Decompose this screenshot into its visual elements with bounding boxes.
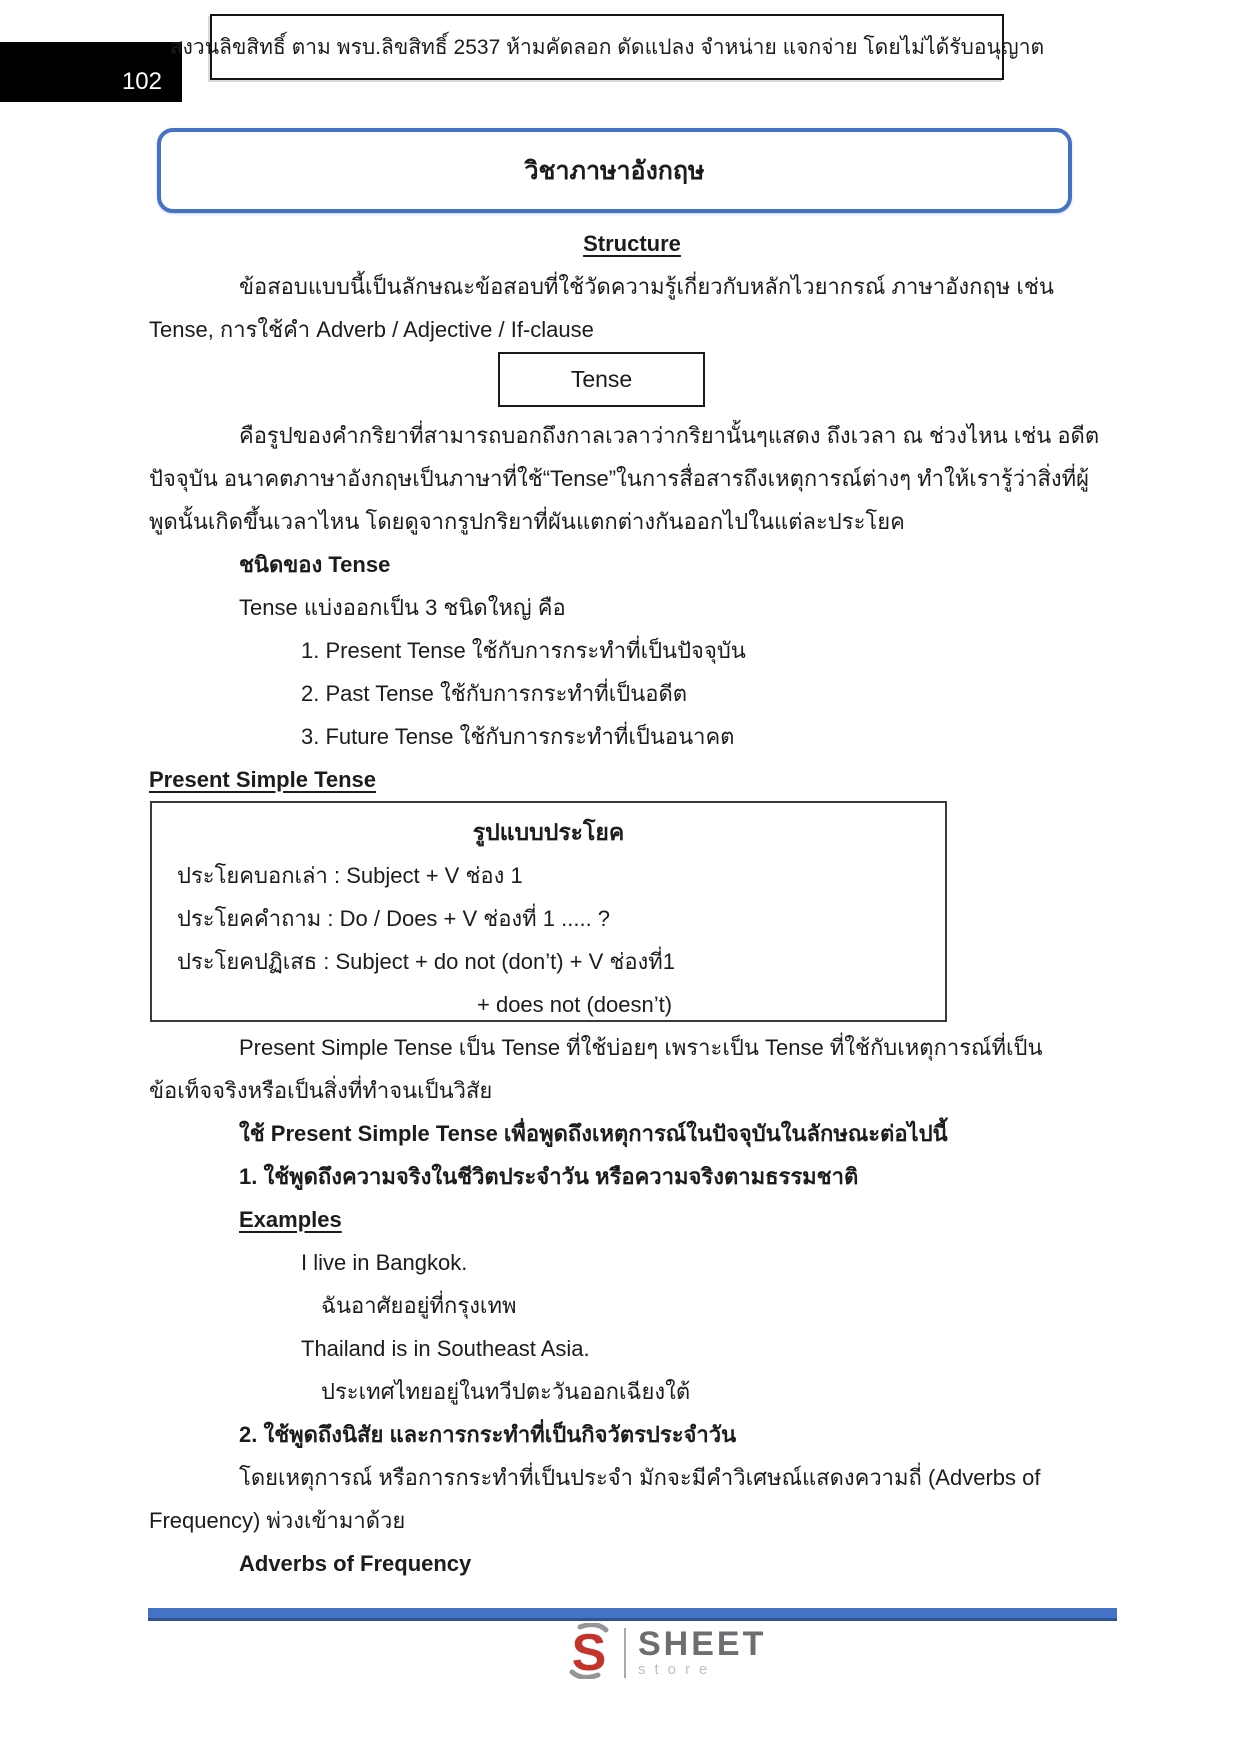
sentence-pattern-box [150, 801, 947, 1022]
usage1-heading: 1. ใช้พูดถึงความจริงในชีวิตประจำวัน หรือความจริงตามธรรมชาติ [239, 1164, 859, 1189]
tense-type-item-2: 2. Past Tense ใช้กับการกระทำที่เป็นอดีต [301, 681, 688, 706]
example-2-english: Thailand is in Southeast Asia. [301, 1336, 590, 1361]
present-simple-desc-line-2: ข้อเท็จจริงหรือเป็นสิ่งที่ทำจนเป็นวิสัย [149, 1078, 493, 1103]
logo-wordmark: SHEET [638, 1625, 767, 1663]
pattern-affirmative: ประโยคบอกเล่า : Subject + V ช่อง 1 [177, 863, 523, 888]
usage-heading: ใช้ Present Simple Tense เพื่อพูดถึงเหตุการณ์ในปัจจุบันในลักษณะต่อไปนี้ [239, 1121, 948, 1146]
copyright-box [169, 14, 1045, 80]
logo-divider [624, 1628, 626, 1678]
example-1-english: I live in Bangkok. [301, 1250, 468, 1275]
s-mark-icon [566, 1623, 612, 1684]
tense-desc-line-2: ปัจจุบัน อนาคตภาษาอังกฤษเป็นภาษาที่ใช้“Tense”ในการสื่อสารถึงเหตุการณ์ต่างๆ ทำให้เรารู้ว่าสิ่งที่ผู้ [149, 466, 1090, 491]
sheet-store-logo [566, 1623, 767, 1680]
footer-divider-bar [148, 1608, 1117, 1621]
example-1-thai: ฉันอาศัยอยู่ที่กรุงเทพ [321, 1293, 517, 1318]
pattern-negative-continuation: + does not (doesn’t) [477, 992, 673, 1017]
subject-title-box [157, 128, 1072, 213]
tense-types-intro: Tense แบ่งออกเป็น 3 ชนิดใหญ่ คือ [239, 595, 566, 620]
tense-type-item-3: 3. Future Tense ใช้กับการกระทำที่เป็นอนาคต [301, 724, 735, 749]
tense-label: Tense [570, 366, 633, 392]
logo-text-block [638, 1625, 767, 1678]
pattern-question: ประโยคคำถาม : Do / Does + V ช่องที่ 1 ..... ? [177, 906, 611, 931]
tense-desc-line-1: คือรูปของคำกริยาที่สามารถบอกถึงกาลเวลาว่ากริยานั้นๆแสดง ถึงเวลา ณ ช่วงไหน เช่น อดีต [239, 423, 1100, 448]
pattern-box-title: รูปแบบประโยค [472, 819, 625, 845]
tense-types-heading: ชนิดของ Tense [239, 552, 391, 577]
subject-title: วิชาภาษาอังกฤษ [524, 156, 705, 185]
tense-type-item-1: 1. Present Tense ใช้กับการกระทำที่เป็นปัจจุบัน [301, 638, 746, 663]
svg-text:S: S [571, 1623, 607, 1679]
present-simple-heading: Present Simple Tense [149, 767, 377, 792]
page-number: 102 [121, 68, 162, 95]
pattern-negative: ประโยคปฏิเสธ : Subject + do not (don’t) + V ช่องที่1 [177, 949, 676, 974]
adverbs-heading: Adverbs of Frequency [239, 1551, 472, 1576]
structure-intro-line-1: ข้อสอบแบบนี้เป็นลักษณะข้อสอบที่ใช้วัดความรู้เกี่ยวกับหลักไวยากรณ์ ภาษาอังกฤษ เช่น [239, 274, 1054, 299]
usage2-heading: 2. ใช้พูดถึงนิสัย และการกระทำที่เป็นกิจวัตรประจำวัน [239, 1422, 737, 1447]
examples-heading: Examples [239, 1207, 342, 1232]
document-body [149, 222, 1115, 1585]
usage2-line-2: Frequency) พ่วงเข้ามาด้วย [149, 1508, 406, 1533]
usage2-line-1: โดยเหตุการณ์ หรือการกระทำที่เป็นประจำ มักจะมีคำวิเศษณ์แสดงความถี่ (Adverbs of [239, 1465, 1041, 1490]
structure-intro-line-2: Tense, การใช้คำ Adverb / Adjective / If-clause [149, 317, 594, 342]
copyright-text: สงวนลิขสิทธิ์ ตาม พรบ.ลิขสิทธิ์ 2537 ห้ามคัดลอก ดัดแปลง จำหน่าย แจกจ่าย โดยไม่ได้รับอนุญาต [169, 35, 1045, 59]
example-2-thai: ประเทศไทยอยู่ในทวีปตะวันออกเฉียงใต้ [321, 1379, 691, 1404]
tense-label-box [498, 352, 705, 407]
tense-desc-line-3: พูดนั้นเกิดขึ้นเวลาไหน โดยดูจากรูปกริยาที่ผันแตกต่างกันออกไปในแต่ละประโยค [149, 509, 905, 534]
logo-subtext: store [638, 1661, 717, 1678]
structure-heading: Structure [583, 231, 681, 256]
page-number-box [0, 42, 182, 102]
present-simple-desc-line-1: Present Simple Tense เป็น Tense ที่ใช้บ่อยๆ เพราะเป็น Tense ที่ใช้กับเหตุการณ์ที่เป็น [239, 1035, 1043, 1060]
